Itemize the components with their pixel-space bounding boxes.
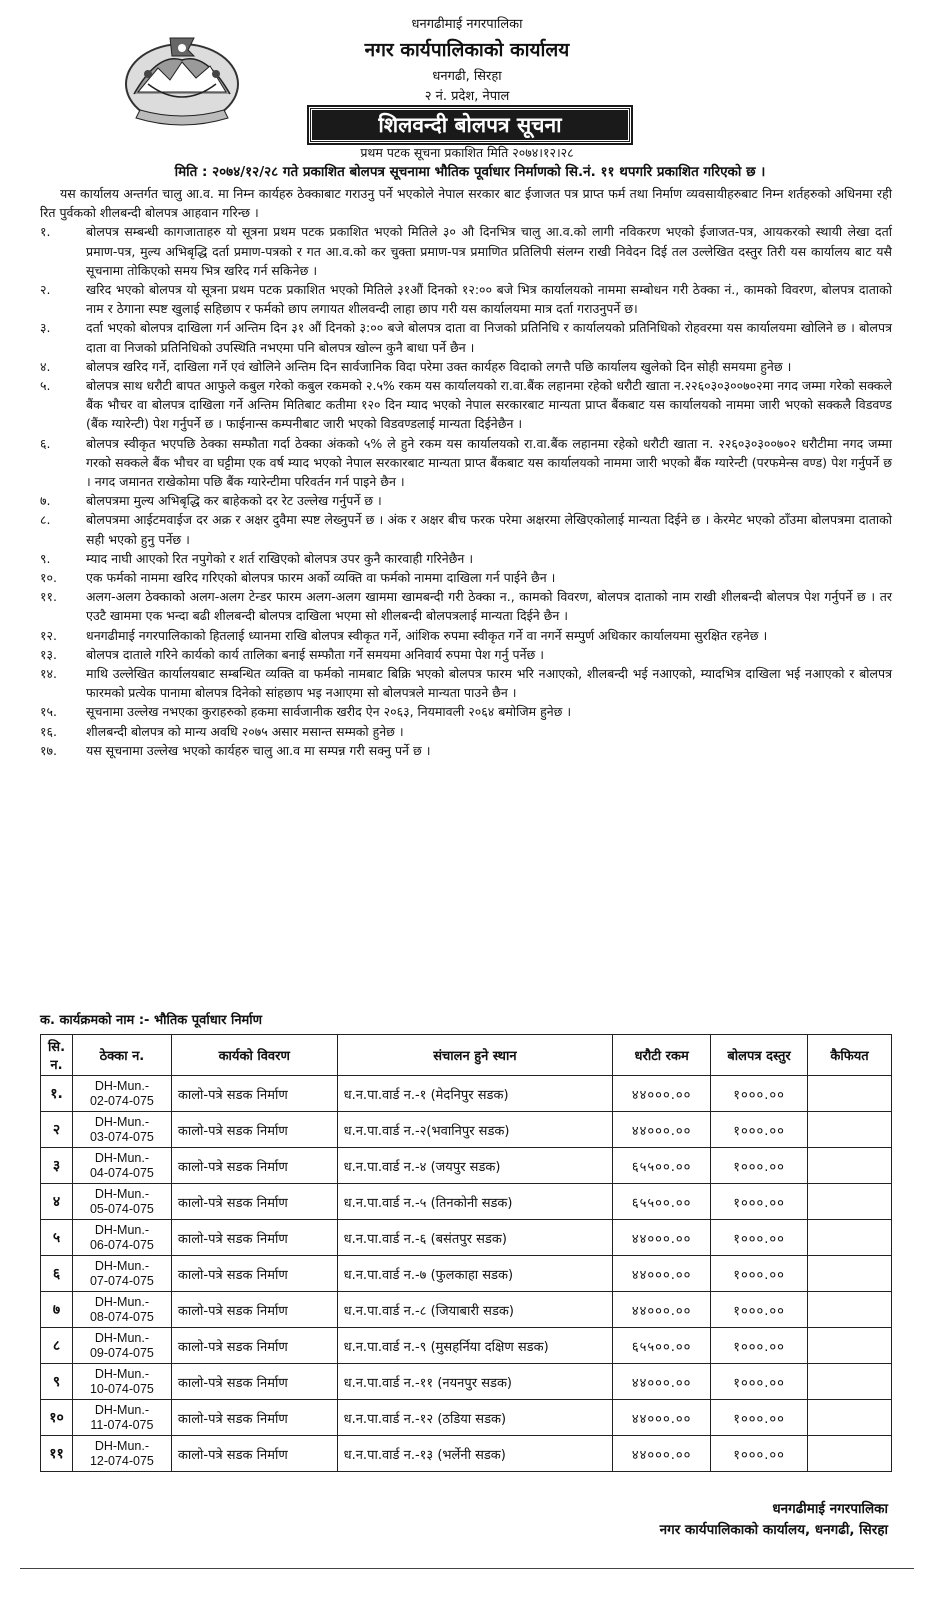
contract-number-suffix: 09-074-075: [89, 1345, 154, 1360]
contract-number-cell: [72, 1112, 171, 1148]
footer-divider: [20, 1568, 914, 1569]
clause-item: [40, 645, 892, 664]
contract-number-cell: [72, 1220, 171, 1256]
clause-number: १४.: [40, 666, 57, 682]
location-cell: ध.न.पा.वार्ड न.-६ (बसंतपुर सडक): [337, 1220, 613, 1256]
clause-number: २.: [40, 282, 51, 298]
work-description-cell: कालो-पत्रे सडक निर्माण: [171, 1364, 337, 1400]
deposit-amount-cell: ४४०००.००: [613, 1400, 711, 1436]
remarks-cell: [808, 1292, 892, 1328]
clause-number: ८.: [40, 512, 51, 528]
work-description-cell: कालो-पत्रे सडक निर्माण: [171, 1436, 337, 1472]
clause-text: बोलपत्र स्वीकृत भएपछि ठेक्का सम्फौता गर्दा ठेक्का अंकको ५% ले हुने रकम यस कार्यालयको रा.वा.बैंक लहानमा रहेको धरौटी खाता न. २२६०३०३००७०२ धरौटीमा नगद जम्मा गरको सक्कले बैंक भौचर वा घट्टीमा एक वर्ष म्याद भएको नेपाल सरकारबाट मान्यता प्राप्त बैंकबाट यस कार्यालयको नाममा जारी भएको बैंक ग्यारेन्टी (परफमेन्स वण्ड) पेश गर्नुपर्ने छ । नगद जमानत राखेकोमा पछि बैंक ग्यारेन्टीमा परिवर्तन गर्न पाइने छैन ।: [86, 435, 892, 490]
table-row: [41, 1292, 892, 1328]
clause-item: [40, 549, 892, 568]
contract-number-prefix: DH-Mun.-: [94, 1150, 149, 1165]
contract-number-suffix: 02-074-075: [89, 1093, 154, 1108]
clause-text: खरिद भएको बोलपत्र यो सूत्रना प्रथम पटक प्रकाशित भएको मितिले ३१औं दिनको १२:०० बजे भित्र कार्यालयको नाममा सम्बोधन गरी ठेक्का नं., कामको विवरण, बोलपत्र दाताको नाम र ठेगाना स्पष्ट खुलाई सहिछाप र फर्मको छाप लगायत शीलवन्दी लाहा छाप गरी यस कार्यालयमा मात्र दर्ता गराउनुपर्ने छ।: [86, 282, 892, 317]
location-cell: ध.न.पा.वार्ड न.-१२ (ठडिया सडक): [337, 1400, 613, 1436]
work-description-cell: कालो-पत्रे सडक निर्माण: [171, 1076, 337, 1112]
serial-number-cell: ९: [41, 1364, 73, 1400]
serial-number-cell: ४: [41, 1184, 73, 1220]
clause-text: अलग-अलग ठेक्काको अलग-अलग टेन्डर फारम अलग-अलग खाममा खामबन्दी गरी ठेक्का न., कामको विवरण, बोलपत्र दाताको नाम राखी शीलबन्दी बोलपत्र पेश गर्नुपर्ने छ । तर एउटै खाममा एक भन्दा बढी शीलबन्दी बोलपत्र दाखिला भएमा सो शीलबन्दी बोलपत्रलाई मान्यता दिईने छैन ।: [86, 589, 892, 624]
contract-number-suffix: 08-074-075: [89, 1309, 154, 1324]
clause-text: म्याद नाघी आएको रित नपुगेको र शर्त राखिएको बोलपत्र उपर कुनै कारवाही गरिनेछैन ।: [86, 550, 474, 566]
bid-fee-cell: १०००.००: [711, 1436, 808, 1472]
column-header: कार्यको विवरण: [171, 1035, 337, 1076]
location-cell: ध.न.पा.वार्ड न.-२(भवानिपुर सडक): [337, 1112, 613, 1148]
table-row: [41, 1436, 892, 1472]
nepal-government-emblem-icon: [118, 22, 246, 132]
clause-item: [40, 491, 892, 510]
bid-fee-cell: १०००.००: [711, 1112, 808, 1148]
bid-fee-cell: १०००.००: [711, 1148, 808, 1184]
clause-text: माथि उल्लेखित कार्यालयबाट सम्बन्धित व्यक्ति वा फर्मको नामबाट बिक्रि भएको बोलपत्र फारम भरि नआएको, शीलबन्दी भई नआएको, म्यादभित्र दाखिला भई नआएको र बोलपत्र फारमको प्रत्येक पानामा बोलपत्र दिनेको सांहछाप भइ नआएमा सो बोलपत्रले मान्यता पाउने छैन ।: [86, 666, 892, 701]
clause-text: बोलपत्रमा मुल्य अभिबृद्धि कर बाहेकको दर रेट उल्लेख गर्नुपर्ने छ ।: [86, 493, 382, 509]
remarks-cell: [808, 1400, 892, 1436]
clause-text: यस सूचनामा उल्लेख भएको कार्यहरु चालु आ.व मा सम्पन्न गरी सक्नु पर्ने छ ।: [86, 742, 431, 758]
clause-text: शीलबन्दी बोलपत्र को मान्य अवधि २०७५ असार मसान्त सम्मको हुनेछ ।: [86, 723, 404, 739]
remarks-cell: [808, 1436, 892, 1472]
deposit-amount-cell: ४४०००.००: [613, 1292, 711, 1328]
contract-number-suffix: 04-074-075: [89, 1165, 154, 1180]
contract-number-suffix: 03-074-075: [89, 1129, 154, 1144]
bid-fee-cell: १०००.००: [711, 1364, 808, 1400]
column-header: संचालन हुने स्थान: [337, 1035, 613, 1076]
table-row: [41, 1148, 892, 1184]
contract-table: [40, 1034, 892, 1472]
contract-number-cell: [72, 1184, 171, 1220]
serial-number-cell: १.: [41, 1076, 73, 1112]
amendment-date-line: मिति : २०७४/१२/२८ गते प्रकाशित बोलपत्र सूचनामा भौतिक पूर्वाधार निर्माणको सि.नं. ११ थपगरि प्रकाशित गरिएको छ ।: [174, 164, 766, 180]
work-description-cell: कालो-पत्रे सडक निर्माण: [171, 1112, 337, 1148]
table-row: [41, 1184, 892, 1220]
municipality-name: धनगढीमाई नगरपालिका: [411, 17, 523, 32]
clause-number: १२.: [40, 627, 57, 643]
column-header: बोलपत्र दस्तुर: [711, 1035, 808, 1076]
deposit-amount-cell: ६५५००.००: [613, 1148, 711, 1184]
clause-text: बोलपत्र खरिद गर्ने, दाखिला गर्ने एवं खोलिने अन्तिम दिन सार्वजानिक विदा परेमा उक्त कार्यहरु विदाको लगत्तै पछि कार्यालय खुलेको दिन सोही समयमा हुनेछ ।: [86, 358, 792, 374]
office-location: धनगढी, सिरहा: [432, 69, 502, 84]
intro-paragraph: यस कार्यालय अन्तर्गत चालु आ.व. मा निम्न कार्यहरु ठेक्काबाट गराउनु पर्ने भएकोले नेपाल सरकार बाट ईजाजत पत्र प्राप्त फर्म तथा निर्माण व्यवसायीहरुबाट निम्न शर्तहरुको अधिनमा रही रित पुर्वकको शीलबन्दी बोलपत्र आहवान गरिन्छ ।: [40, 186, 892, 221]
serial-number-cell: ८: [41, 1328, 73, 1364]
clause-item: [40, 626, 892, 645]
clause-text: बोलपत्र दाताले गरिने कार्यको कार्य तालिका बनाई सम्फौता गर्ने समयमा अनिवार्य रुपमा पेश गर्नु पर्नेछ ।: [86, 646, 544, 662]
clause-number: १६.: [40, 723, 57, 739]
location-cell: ध.न.पा.वार्ड न.-४ (जयपुर सडक): [337, 1148, 613, 1184]
remarks-cell: [808, 1256, 892, 1292]
deposit-amount-cell: ४४०००.००: [613, 1364, 711, 1400]
clause-list: [40, 222, 892, 760]
remarks-cell: [808, 1364, 892, 1400]
contract-number-prefix: DH-Mun.-: [94, 1078, 149, 1093]
location-cell: ध.न.पा.वार्ड न.-१ (मेदनिपुर सडक): [337, 1076, 613, 1112]
remarks-cell: [808, 1184, 892, 1220]
clause-number: ४.: [40, 358, 51, 374]
work-description-cell: कालो-पत्रे सडक निर्माण: [171, 1400, 337, 1436]
serial-number-cell: १०: [41, 1400, 73, 1436]
work-description-cell: कालो-पत्रे सडक निर्माण: [171, 1256, 337, 1292]
clause-item: [40, 318, 892, 356]
contract-number-cell: [72, 1256, 171, 1292]
bid-fee-cell: १०००.००: [711, 1220, 808, 1256]
contract-number-cell: [72, 1328, 171, 1364]
clause-item: [40, 222, 892, 280]
work-description-cell: कालो-पत्रे सडक निर्माण: [171, 1328, 337, 1364]
bid-fee-cell: १०००.००: [711, 1184, 808, 1220]
clause-number: ११.: [40, 589, 57, 605]
deposit-amount-cell: ६५५००.००: [613, 1328, 711, 1364]
location-cell: ध.न.पा.वार्ड न.-११ (नयनपुर सडक): [337, 1364, 613, 1400]
contract-number-prefix: DH-Mun.-: [94, 1186, 149, 1201]
column-header: ठेक्का न.: [72, 1035, 171, 1076]
clause-item: [40, 568, 892, 587]
bid-fee-cell: १०००.००: [711, 1076, 808, 1112]
column-header: धरौटी रकम: [613, 1035, 711, 1076]
clause-number: ५.: [40, 378, 51, 394]
location-cell: ध.न.पा.वार्ड न.-९ (मुसहर्निया दक्षिण सडक): [337, 1328, 613, 1364]
work-description-cell: कालो-पत्रे सडक निर्माण: [171, 1292, 337, 1328]
deposit-amount-cell: ४४०००.००: [613, 1436, 711, 1472]
table-row: [41, 1076, 892, 1112]
clause-item: [40, 510, 892, 548]
contract-number-prefix: DH-Mun.-: [94, 1222, 149, 1237]
location-cell: ध.न.पा.वार्ड न.-७ (फुलकाहा सडक): [337, 1256, 613, 1292]
program-label: क. कार्यक्रमको नाम :- भौतिक पूर्वाधार निर्माण: [40, 1013, 263, 1028]
clause-text: दर्ता भएको बोलपत्र दाखिला गर्न अन्तिम दिन ३१ औं दिनको ३:०० बजे बोलपत्र दाता वा निजको प्रतिनिधि र कार्यालयको प्रतिनिधिको रोहवरमा यस कार्यालयमा खोलिने छ । बोलपत्र दाता वा निजको प्रतिनिधिको उपस्थिति नभएमा पनि बोलपत्र खोल्न कुनै बाधा पर्ने छैन ।: [86, 320, 892, 355]
contract-number-cell: [72, 1400, 171, 1436]
clause-number: १५.: [40, 704, 57, 720]
serial-number-cell: ३: [41, 1148, 73, 1184]
contract-number-cell: [72, 1364, 171, 1400]
bid-fee-cell: १०००.००: [711, 1400, 808, 1436]
clause-text: सूचनामा उल्लेख नभएका कुराहरुको हकमा सार्वजानीक खरीद ऐन २०६३, नियमावली २०६४ बमोजिम हुनेछ ।: [86, 704, 572, 720]
contract-number-suffix: 07-074-075: [89, 1273, 154, 1288]
contract-number-suffix: 12-074-075: [89, 1453, 154, 1468]
remarks-cell: [808, 1220, 892, 1256]
bid-fee-cell: १०००.००: [711, 1292, 808, 1328]
table-row: [41, 1256, 892, 1292]
notice-title-banner: शिलवन्दी बोलपत्र सूचना: [309, 107, 631, 143]
bid-fee-cell: १०००.००: [711, 1328, 808, 1364]
clause-item: [40, 722, 892, 741]
deposit-amount-cell: ६५५००.००: [613, 1184, 711, 1220]
contract-number-prefix: DH-Mun.-: [94, 1294, 149, 1309]
clause-item: [40, 376, 892, 434]
deposit-amount-cell: ४४०००.००: [613, 1076, 711, 1112]
contract-number-prefix: DH-Mun.-: [94, 1114, 149, 1129]
remarks-cell: [808, 1328, 892, 1364]
contract-number-suffix: 06-074-075: [89, 1237, 154, 1252]
clause-item: [40, 664, 892, 702]
clause-item: [40, 434, 892, 492]
work-description-cell: कालो-पत्रे सडक निर्माण: [171, 1220, 337, 1256]
contract-number-cell: [72, 1148, 171, 1184]
work-description-cell: कालो-पत्रे सडक निर्माण: [171, 1148, 337, 1184]
contract-number-suffix: 11-074-075: [90, 1417, 154, 1432]
deposit-amount-cell: ४४०००.००: [613, 1256, 711, 1292]
serial-number-cell: ५: [41, 1220, 73, 1256]
office-name: नगर कार्यपालिकाको कार्यालय: [364, 39, 570, 61]
location-cell: ध.न.पा.वार्ड न.-१३ (भर्लेनी सडक): [337, 1436, 613, 1472]
signature-municipality: धनगढीमाई नगरपालिका: [772, 1501, 888, 1517]
clause-text: धनगढीमाई नगरपालिकाको हितलाई ध्यानमा राखि बोलपत्र स्वीकृत गर्ने, आंशिक रुपमा स्वीकृत गर्ने वा नगर्ने सम्पुर्ण अधिकार कार्यालयमा सुरक्षित रहनेछ ।: [86, 627, 768, 643]
contract-number-prefix: DH-Mun.-: [94, 1258, 149, 1273]
table-row: [41, 1400, 892, 1436]
contract-number-cell: [72, 1436, 171, 1472]
signature-office: नगर कार्यपालिकाको कार्यालय, धनगढी, सिरहा: [659, 1522, 888, 1538]
table-body: [41, 1076, 892, 1472]
serial-number-cell: ११: [41, 1436, 73, 1472]
table-row: [41, 1220, 892, 1256]
table-row: [41, 1364, 892, 1400]
clause-text: एक फर्मको नाममा खरिद गरिएको बोलपत्र फारम अर्को व्यक्ति वा फर्मको नाममा दाखिला गर्न पाईने छैन ।: [86, 570, 556, 586]
contract-number-prefix: DH-Mun.-: [94, 1366, 149, 1381]
first-published-date: प्रथम पटक सूचना प्रकाशित मिति २०७४।१२।२८: [360, 145, 574, 160]
location-cell: ध.न.पा.वार्ड न.-५ (तिनकोनी सडक): [337, 1184, 613, 1220]
deposit-amount-cell: ४४०००.००: [613, 1220, 711, 1256]
clause-item: [40, 357, 892, 376]
contract-number-suffix: 05-074-075: [89, 1201, 154, 1216]
clause-text: बोलपत्रमा आईटमवाईज दर अक्र र अक्षर दुवैमा स्पष्ट लेख्नुपर्ने छ । अंक र अक्षर बीच फरक परेमा अक्षरमा लेखिएकोलाई मान्यता दिईने छ । केरमेट भएको ठाँउमा बोलपत्रमा दाताको सही भएको हुनु पर्नेछ ।: [86, 512, 892, 547]
clause-number: १०.: [40, 570, 57, 586]
remarks-cell: [808, 1148, 892, 1184]
clause-number: ६.: [40, 435, 51, 451]
clause-item: [40, 280, 892, 318]
office-province: २ नं. प्रदेश, नेपाल: [424, 89, 510, 104]
table-row: [41, 1328, 892, 1364]
work-description-cell: कालो-पत्रे सडक निर्माण: [171, 1184, 337, 1220]
clause-number: ९.: [40, 550, 51, 566]
contract-number-prefix: DH-Mun.-: [94, 1438, 149, 1453]
contract-number-cell: [72, 1076, 171, 1112]
clause-number: १७.: [40, 742, 57, 758]
remarks-cell: [808, 1076, 892, 1112]
contract-number-prefix: DH-Mun.-: [94, 1402, 149, 1417]
contract-number-cell: [72, 1292, 171, 1328]
serial-number-cell: ६: [41, 1256, 73, 1292]
contract-number-prefix: DH-Mun.-: [94, 1330, 149, 1345]
column-header: कैफियत: [808, 1035, 892, 1076]
bid-fee-cell: १०००.००: [711, 1256, 808, 1292]
remarks-cell: [808, 1112, 892, 1148]
clause-text: बोलपत्र साथ धरौटी बापत आफुले कबुल गरेको कबुल रकमको २.५% रकम यस कार्यालयको रा.वा.बैंक लहानमा रहेको धरौटी खाता न.२२६०३०३००७०२मा नगद जम्मा गरेको सक्कले बैंक भौचर वा बोलपत्र दाखिला गर्ने अन्तिम मितिबाट कतीमा १२० दिन म्याद भएको नेपाल सरकारबाट मान्यता प्राप्त बैंकबाट यस कार्यालयको नाममा जारी भएको सक्कलै विडवण्ड (बैंक ग्यारेन्टी) पेश गर्नुपर्ने छ । फाईनान्स कम्पनीबाट जारी भएको विडवण्डलाई मान्यता दिईनेछैन ।: [86, 378, 892, 432]
notice-body: [40, 184, 892, 760]
clause-number: १३.: [40, 646, 57, 662]
clause-item: [40, 741, 892, 760]
contract-number-suffix: 10-074-075: [89, 1381, 154, 1396]
serial-number-cell: ७: [41, 1292, 73, 1328]
table-row: [41, 1112, 892, 1148]
clause-number: ७.: [40, 493, 51, 509]
table-header-row: [41, 1035, 892, 1076]
column-header: सि. न.: [41, 1035, 73, 1076]
deposit-amount-cell: ४४०००.००: [613, 1112, 711, 1148]
clause-text: बोलपत्र सम्बन्धी कागजाताहरु यो सूत्रना प्रथम पटक प्रकाशित भएको मितिले ३० औ दिनभित्र चालु आ.व.को लागी नविकरण भएको ईजाजत-पत्र, आयकरको स्थायी लेखा दर्ता प्रमाण-पत्र, मुल्य अभिबृद्धि दर्ता प्रमाण-पत्रको र गत आ.व.को कर चुक्ता प्रमाण-पत्र प्रमाणित प्रतिलिपी संलग्न राखी निवेदन दिई तल उल्लेखित दस्तुर तिरी यस कार्यालय बाट यसै सूचनामा तोकिएको समय भित्र खरिद गर्न सकिनेछ ।: [86, 224, 892, 278]
location-cell: ध.न.पा.वार्ड न.-८ (जियाबारी सडक): [337, 1292, 613, 1328]
clause-item: [40, 702, 892, 721]
clause-item: [40, 587, 892, 625]
clause-number: ३.: [40, 320, 51, 336]
serial-number-cell: २: [41, 1112, 73, 1148]
clause-number: १.: [40, 224, 51, 240]
